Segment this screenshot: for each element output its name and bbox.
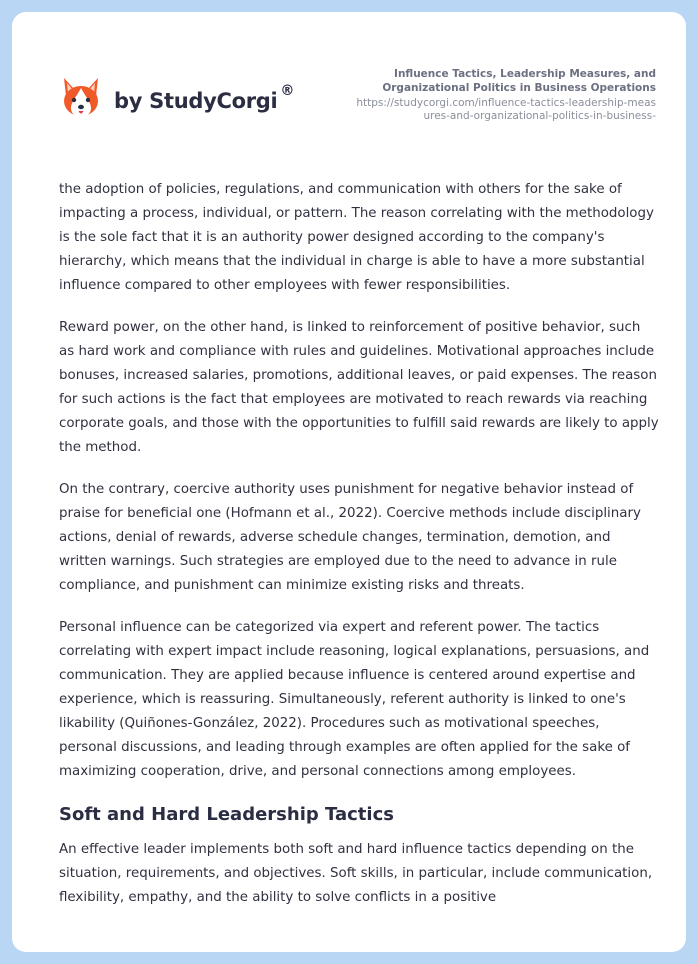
document-body [59, 178, 659, 928]
paragraph: Reward power, on the other hand, is linked to reinforcement of positive behavior, such as hard work and compliance with rules and guidelines. Motivational approaches include bonuses, increased salaries, promotions, additional leaves, or paid expenses. The reason for such actions is the fact that employees are motivated to reach rewards via reaching corporate goals, and those with the opportunities to fulfill said rewards are likely to apply the method. [59, 320, 659, 455]
registered-mark: ® [280, 83, 295, 99]
document-page [12, 12, 686, 952]
studycorgi-logo[interactable] [60, 76, 294, 120]
paragraph: the adoption of policies, regulations, and communication with others for the sake of impacting a process, individual, or pattern. The reason correlating with the methodology is the sole fact that it is an authority power designed according to the company's hierarchy, which means that the individual in charge is able to have a more substantial influence compared to other employees with fewer responsibilities. [59, 182, 654, 293]
paragraph: Personal influence can be categorized via expert and referent power. The tactics correlating with expert impact include reasoning, logical explanations, persuasions, and communication. They are applied because influence is centered around expertise and experience, which is reassuring. Simultaneously, referent authority is linked to one's likability (Quiñones-González, 2022). Procedures such as motivational speeches, personal discussions, and leading through examples are often applied for the sake of maximizing cooperation, drive, and personal connections among employees. [59, 620, 650, 779]
document-title: Influence Tactics, Leadership Measures, and Organizational Politics in Business Operations [382, 68, 656, 94]
brand-name: by StudyCorgi ® [114, 83, 295, 113]
paragraph: On the contrary, coercive authority uses punishment for negative behavior instead of praise for beneficial one (Hofmann et al., 2022). Coercive methods include disciplinary actions, denial of rewards, adverse schedule changes, termination, demotion, and written warnings. Such strategies are employed due to the need to advance in rule compliance, and punishment can minimize existing risks and threats. [59, 482, 641, 593]
paragraph: An effective leader implements both soft and hard influence tactics depending on the situation, requirements, and objectives. Soft skills, in particular, include communication, flexibility, empathy, and the ability to solve conflicts in a positive [59, 842, 653, 905]
document-url[interactable]: https://studycorgi.com/influence-tactics-leadership-measures-and-organizational-politics-in-business- [356, 97, 656, 122]
corgi-icon [60, 76, 102, 120]
section-heading: Soft and Hard Leadership Tactics [59, 804, 394, 825]
page-header [12, 12, 686, 162]
document-meta [356, 67, 656, 123]
